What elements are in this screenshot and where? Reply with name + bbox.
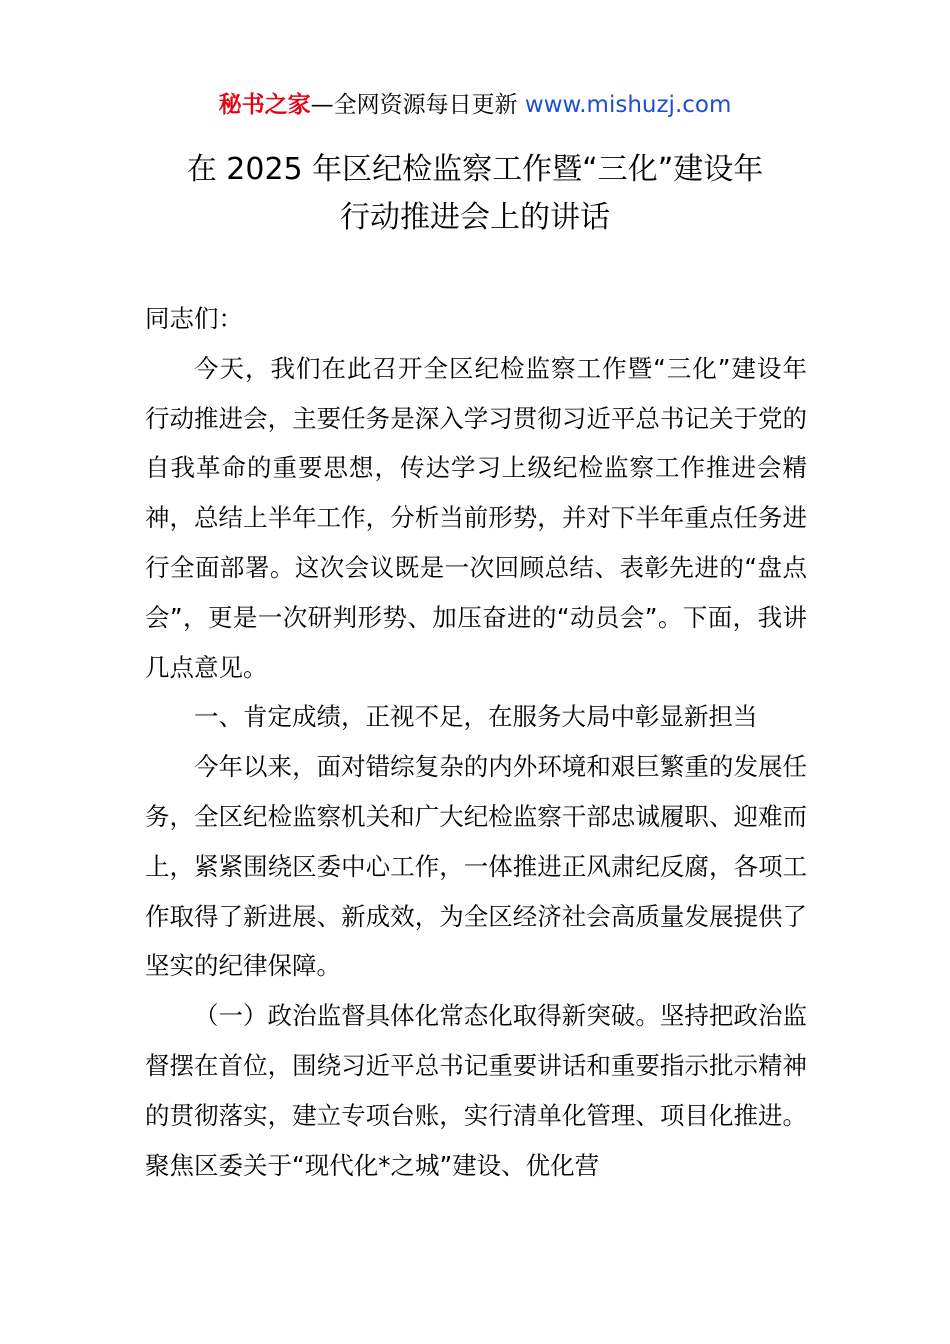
document-body	[145, 294, 807, 1190]
site-header	[0, 88, 950, 122]
header-tagline: —全网资源每日更新	[310, 92, 525, 118]
title-line-1: 在 2025 年区纪检监察工作暨“三化”建设年	[186, 152, 764, 187]
section-heading-1: 一、肯定成绩，正视不足，在服务大局中彰显新担当	[194, 702, 758, 732]
title-line-2: 行动推进会上的讲话	[340, 200, 610, 235]
paragraph-intro: 今天，我们在此召开全区纪检监察工作暨“三化”建设年行动推进会，主要任务是深入学习贯彻习近平总书记关于党的自我革命的重要思想，传达学习上级纪检监察工作推进会精神，总结上半年工作，分析当前形势，并对下半年重点任务进行全面部署。这次会议既是一次回顾总结、表彰先进的“盘点会”，更是一次研判形势、加压奋进的“动员会”。下面，我讲几点意见。	[145, 353, 807, 682]
document-title	[100, 146, 850, 242]
paragraph-political-supervision: （一）政治监督具体化常态化取得新突破。坚持把政治监督摆在首位，围绕习近平总书记重要讲话和重要指示批示精神的贯彻落实，建立专项台账，实行清单化管理、项目化推进。聚焦区委关于“现代化*之城”建设、优化营	[145, 1001, 807, 1180]
paragraph-achievements: 今年以来，面对错综复杂的内外环境和艰巨繁重的发展任务，全区纪检监察机关和广大纪检监察干部忠诚履职、迎难而上，紧紧围绕区委中心工作，一体推进正风肃纪反腐，各项工作取得了新进展、新成效，为全区经济社会高质量发展提供了坚实的纪律保障。	[145, 752, 807, 981]
salutation: 同志们：	[145, 304, 243, 333]
brand-name: 秘书之家	[218, 92, 311, 118]
site-url-link[interactable]: www.mishuzj.com	[524, 92, 732, 118]
